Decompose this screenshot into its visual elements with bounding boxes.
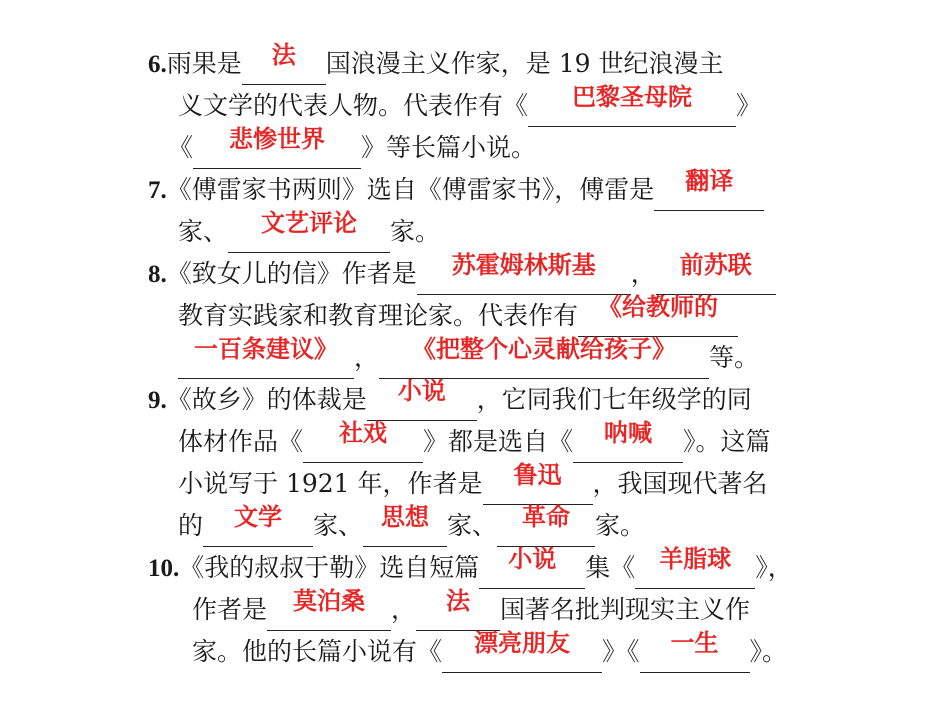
- q7-line-2: [178, 209, 441, 252]
- q10-answer-novel1: 漂亮朋友: [474, 629, 571, 657]
- q9-text: 》。这篇: [683, 427, 771, 456]
- q8-text: 《致女儿的信》作者是: [166, 259, 417, 288]
- q10-answer-genre: 小说: [508, 545, 557, 573]
- q10-text: 国著名批判现实主义作: [500, 595, 751, 624]
- q9-text: 家、: [447, 511, 498, 540]
- q10-blank-collection: [635, 545, 755, 589]
- q9-text: 《故乡》的体裁是: [166, 385, 367, 414]
- q7-text: 《傅雷家书两则》选自《傅雷家书》，傅雷是: [166, 175, 655, 204]
- q10-text: ，: [391, 595, 417, 624]
- q8-answer-country: 前苏联: [679, 251, 752, 279]
- q10-line-3: [192, 629, 788, 672]
- q6-answer-country: 法: [271, 41, 296, 69]
- q6-number: 6.: [148, 51, 167, 78]
- q9-blank-role2: [363, 503, 447, 547]
- q10-answer-country: 法: [446, 587, 471, 615]
- q6-text: 义文学的代表人物。代表作有《: [178, 91, 529, 120]
- q9-text: 小说写于 1921 年，作者是: [178, 469, 483, 498]
- q10-text: 》《: [602, 637, 640, 666]
- q10-text: 作者是: [192, 595, 268, 624]
- q9-text: 体材作品《: [178, 427, 304, 456]
- q6-blank-country: [242, 41, 326, 85]
- q10-answer-collection: 羊脂球: [659, 545, 732, 573]
- q7-blank-1: [654, 167, 764, 211]
- q7-blank-2: [228, 209, 390, 253]
- q10-number: 10.: [148, 555, 180, 582]
- q9-text: 家、: [313, 511, 364, 540]
- q10-text: 集《: [585, 553, 636, 582]
- q8-answer-work1a: 《给教师的: [598, 293, 719, 321]
- q9-text: 》都是选自《: [423, 427, 574, 456]
- q7-number: 7.: [148, 177, 167, 204]
- q9-answer-genre: 小说: [397, 377, 446, 405]
- q6-text: 》等长篇小说。: [361, 133, 537, 162]
- q9-text: 家。: [595, 511, 646, 540]
- q7-text: 家、: [178, 217, 229, 246]
- q10-text: 《我的叔叔于勒》选自短篇: [179, 553, 480, 582]
- q6-blank-work2: [193, 125, 361, 169]
- q6-text: 》: [736, 91, 762, 120]
- q6-text: 国浪漫主义作家，是 19 世纪浪漫主: [325, 49, 724, 78]
- q10-text: 》，: [755, 553, 793, 582]
- q8-number: 8.: [148, 261, 167, 288]
- q10-blank-novel2: [640, 629, 750, 673]
- q10-text: 》。: [749, 637, 788, 666]
- q9-answer-author: 鲁迅: [513, 461, 562, 489]
- q9-answer-collection: 呐喊: [604, 419, 653, 447]
- q7-text: 家。: [390, 217, 441, 246]
- q6-blank-work1: [528, 83, 736, 127]
- q10-text: 家。他的长篇小说有《: [192, 637, 443, 666]
- q9-blank-role1: [203, 503, 313, 547]
- q10-answer-novel2: 一生: [670, 629, 719, 657]
- q9-text: ，它同我们七年级学的同: [476, 385, 752, 414]
- q9-blank-work: [303, 419, 423, 463]
- q9-answer-work: 社戏: [339, 419, 388, 447]
- q8-text: 等。: [709, 343, 760, 372]
- q10-answer-author: 莫泊桑: [293, 587, 366, 615]
- q6-line-3: [168, 125, 537, 168]
- q10-blank-author: [267, 587, 391, 631]
- q9-answer-role1: 文学: [234, 503, 283, 531]
- q6-answer-work2: 悲惨世界: [229, 125, 326, 153]
- q9-answer-role3: 革命: [522, 503, 571, 531]
- q8-text: 教育实践家和教育理论家。代表作有: [178, 301, 579, 330]
- q8-answer-work2: 《把整个心灵献给孩子》: [412, 335, 677, 363]
- q8-text: ，: [630, 259, 656, 288]
- q9-number: 9.: [148, 387, 167, 414]
- q9-text: ，我国现代著名: [592, 469, 768, 498]
- q8-text: ，: [354, 343, 380, 372]
- q8-blank-work1b: [178, 335, 354, 379]
- q9-line-2: [178, 419, 771, 462]
- q8-answer-author: 苏霍姆林斯基: [451, 251, 596, 279]
- q8-answer-work1b: 一百条建议》: [194, 335, 338, 363]
- q10-blank-novel1: [442, 629, 602, 673]
- q9-text: 的: [178, 511, 204, 540]
- q7-answer-2: 文艺评论: [261, 209, 358, 237]
- q9-answer-role2: 思想: [381, 503, 430, 531]
- q6-answer-work1: 巴黎圣母院: [572, 83, 693, 111]
- q6-text: 《: [168, 133, 194, 162]
- q6-text: 雨果是: [166, 49, 242, 78]
- q7-answer-1: 翻译: [685, 167, 734, 195]
